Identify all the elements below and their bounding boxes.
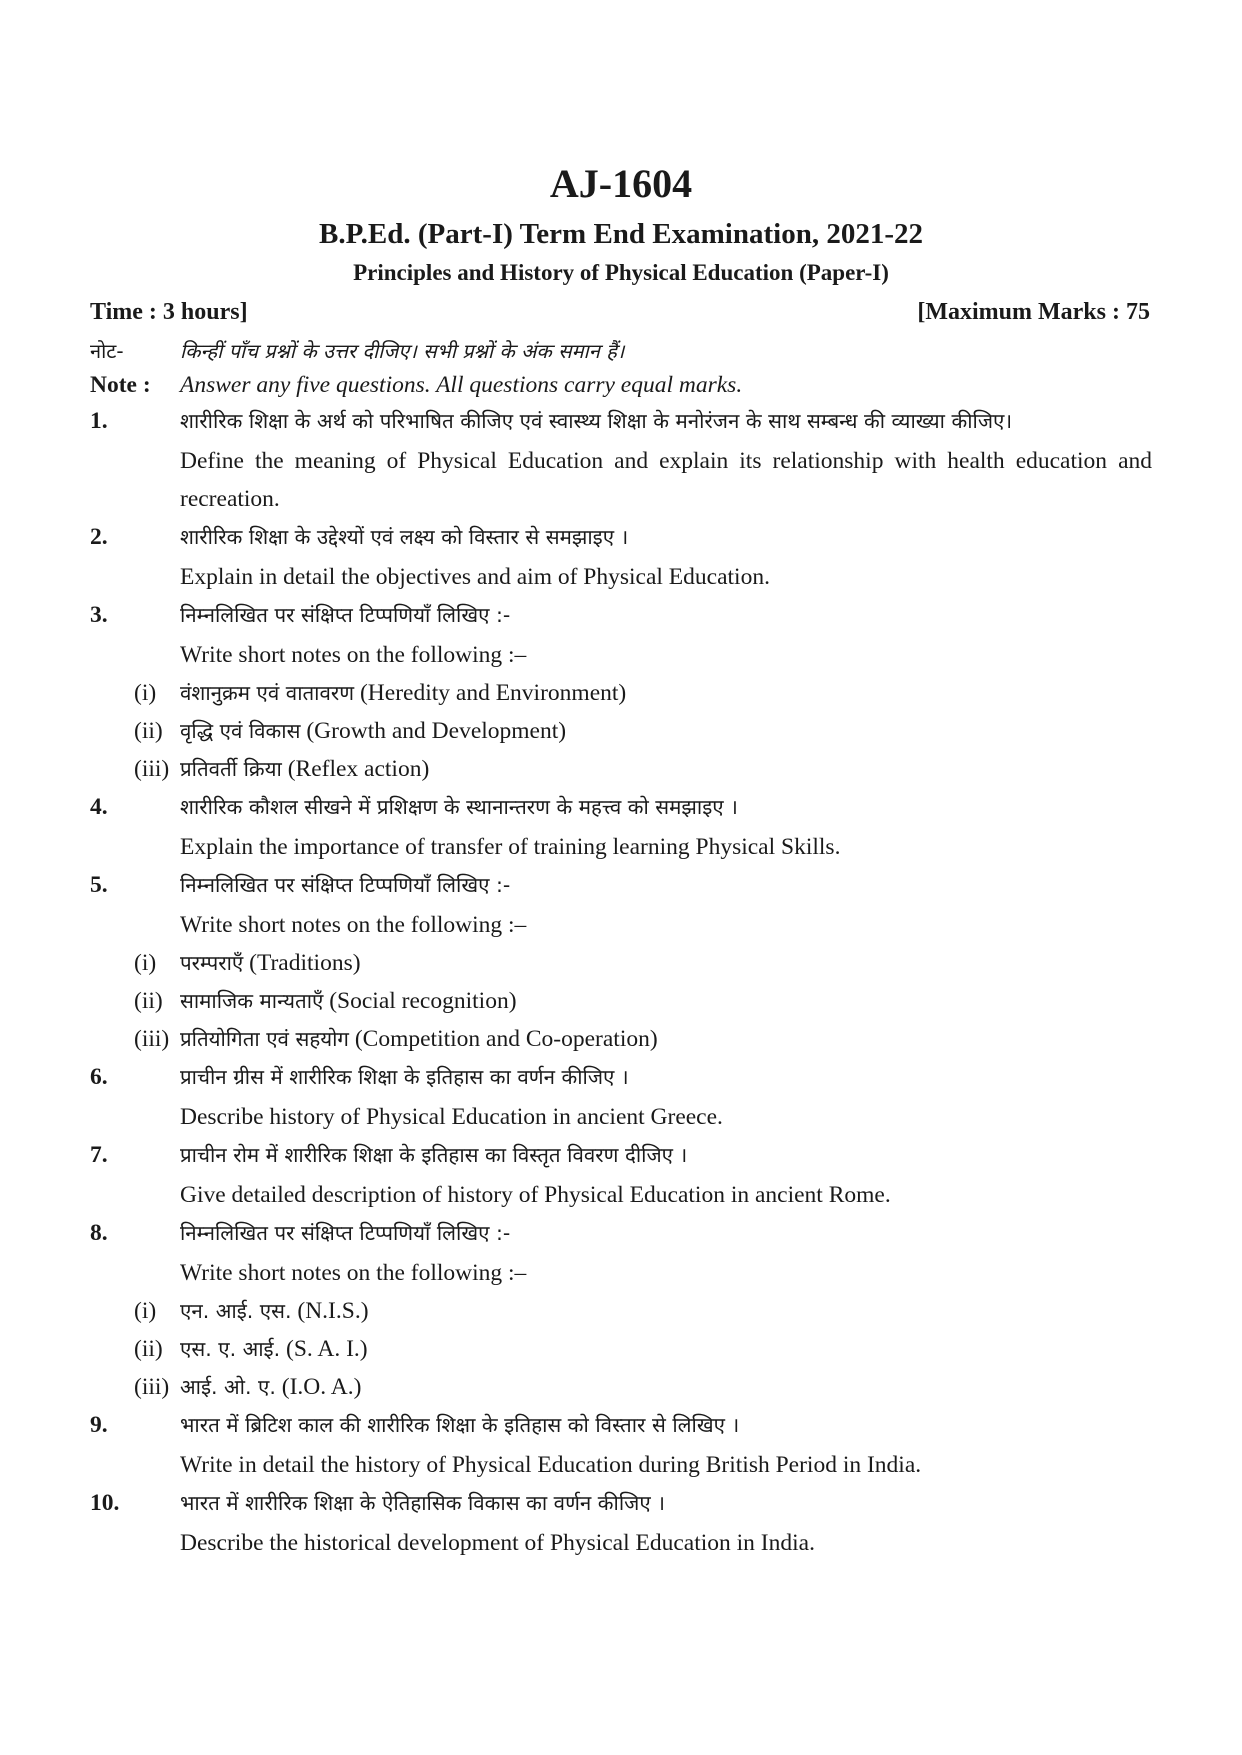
note-hindi-label: नोट- xyxy=(90,339,124,363)
sub-question xyxy=(134,674,1152,712)
sub-question-text xyxy=(180,982,517,1020)
paper-title: Principles and History of Physical Education (Paper-I) xyxy=(353,260,889,285)
paper-code: AJ-1604 xyxy=(549,161,693,206)
question-english: Write short notes on the following :– xyxy=(180,912,527,938)
sub-question xyxy=(134,1292,1152,1330)
sub-question-english: (I.O. A.) xyxy=(281,1374,362,1400)
question-item xyxy=(90,1484,1152,1562)
question-hindi: निम्नलिखित पर संक्षिप्त टिप्पणियाँ लिखिए :- xyxy=(180,873,511,897)
time-label: Time : 3 hours] xyxy=(90,299,248,325)
question-text xyxy=(180,1058,1152,1136)
question-item xyxy=(90,866,1152,944)
sub-question-text xyxy=(180,674,626,712)
sub-question-numeral: (iii) xyxy=(134,1374,170,1400)
sub-question-english: (Growth and Development) xyxy=(306,718,567,744)
question-text xyxy=(180,1136,1152,1214)
sub-question-hindi: आई. ओ. ए. xyxy=(180,1375,276,1399)
question-hindi: भारत में शारीरिक शिक्षा के ऐतिहासिक विकास का वर्णन कीजिए । xyxy=(180,1491,665,1515)
sub-question-text xyxy=(180,944,361,982)
question-number: 6. xyxy=(90,1064,108,1090)
question-number: 2. xyxy=(90,524,108,550)
question-number: 7. xyxy=(90,1142,108,1168)
sub-question-numeral: (i) xyxy=(134,1298,157,1324)
question-english: Describe the historical development of Physical Education in India. xyxy=(180,1530,815,1556)
question-english: Explain the importance of transfer of training learning Physical Skills. xyxy=(180,834,841,860)
question-text xyxy=(180,518,1152,596)
sub-question-text xyxy=(180,1292,369,1330)
question-body xyxy=(90,334,1152,1562)
sub-question-numeral: (iii) xyxy=(134,1026,170,1052)
question-hindi: प्राचीन रोम में शारीरिक शिक्षा के इतिहास का विस्तृत विवरण दीजिए । xyxy=(180,1143,688,1167)
question-hindi: शारीरिक कौशल सीखने में प्रशिक्षण के स्थानान्तरण के महत्त्व को समझाइए । xyxy=(180,795,738,819)
question-english: Write in detail the history of Physical Education during British Period in India. xyxy=(180,1452,922,1478)
sub-question-numeral: (ii) xyxy=(134,988,163,1014)
question-hindi: प्राचीन ग्रीस में शारीरिक शिक्षा के इतिहास का वर्णन कीजिए । xyxy=(180,1065,629,1089)
note-hindi xyxy=(90,334,1152,368)
question-item xyxy=(90,788,1152,866)
sub-question-english: (N.I.S.) xyxy=(297,1298,369,1324)
sub-question-text xyxy=(180,750,429,788)
sub-question-english: (Heredity and Environment) xyxy=(359,680,627,706)
question-item xyxy=(90,1214,1152,1292)
question-english: Describe history of Physical Education in ancient Greece. xyxy=(180,1104,723,1130)
sub-question-english: (Reflex action) xyxy=(287,756,430,782)
question-number: 1. xyxy=(90,408,108,434)
question-text xyxy=(180,866,1152,944)
question-text xyxy=(180,402,1152,518)
sub-question-hindi: वंशानुक्रम एवं वातावरण xyxy=(180,681,355,705)
sub-question-hindi: एस. ए. आई. xyxy=(180,1337,281,1361)
question-text xyxy=(180,1406,1152,1484)
sub-question-numeral: (iii) xyxy=(134,756,170,782)
sub-question xyxy=(134,750,1152,788)
question-item xyxy=(90,1406,1152,1484)
sub-question xyxy=(134,944,1152,982)
sub-question xyxy=(134,982,1152,1020)
sub-question-text xyxy=(180,1020,658,1058)
sub-question xyxy=(134,712,1152,750)
question-text xyxy=(180,788,1152,866)
max-marks-label: [Maximum Marks : 75 xyxy=(917,299,1150,325)
sub-question-text xyxy=(180,1368,361,1406)
question-hindi: भारत में ब्रिटिश काल की शारीरिक शिक्षा के इतिहास को विस्तार से लिखिए । xyxy=(180,1413,740,1437)
question-english: Define the meaning of Physical Education and explain its relationship with health education and recreation. xyxy=(180,448,1152,512)
question-number: 10. xyxy=(90,1490,120,1516)
sub-question-numeral: (ii) xyxy=(134,1336,163,1362)
question-item xyxy=(90,1136,1152,1214)
exam-meta xyxy=(90,296,1150,328)
sub-question-text xyxy=(180,1330,368,1368)
sub-question-hindi: सामाजिक मान्यताएँ xyxy=(180,989,324,1013)
sub-question xyxy=(134,1020,1152,1058)
sub-question-hindi: वृद्धि एवं विकास xyxy=(180,719,301,743)
question-text xyxy=(180,596,1152,674)
sub-question-hindi: एन. आई. एस. xyxy=(180,1299,292,1323)
question-text xyxy=(180,1214,1152,1292)
question-english: Write short notes on the following :– xyxy=(180,642,527,668)
sub-question-hindi: प्रतिवर्ती क्रिया xyxy=(180,757,282,781)
note-english-text: Answer any five questions. All questions carry equal marks. xyxy=(180,372,743,398)
sub-question xyxy=(134,1368,1152,1406)
sub-question-hindi: परम्पराएँ xyxy=(180,951,244,975)
sub-question-english: (Traditions) xyxy=(249,950,361,976)
question-hindi: निम्नलिखित पर संक्षिप्त टिप्पणियाँ लिखिए :- xyxy=(180,1221,511,1245)
sub-question-english: (Competition and Co-operation) xyxy=(354,1026,658,1052)
question-item xyxy=(90,402,1152,518)
question-text xyxy=(180,1484,1152,1562)
note-english xyxy=(90,368,1152,402)
sub-question-hindi: प्रतियोगिता एवं सहयोग xyxy=(180,1027,349,1051)
sub-question-numeral: (i) xyxy=(134,950,157,976)
question-hindi: निम्नलिखित पर संक्षिप्त टिप्पणियाँ लिखिए :- xyxy=(180,603,511,627)
question-hindi: शारीरिक शिक्षा के अर्थ को परिभाषित कीजिए एवं स्वास्थ्य शिक्षा के मनोरंजन के साथ सम्बन्ध की व्याख्या कीजिए। xyxy=(180,409,1013,433)
question-number: 9. xyxy=(90,1412,108,1438)
note-hindi-text: किन्हीं पाँच प्रश्नों के उत्तर दीजिए। सभी प्रश्नों के अंक समान हैं। xyxy=(180,339,625,363)
sub-question xyxy=(134,1330,1152,1368)
question-english: Write short notes on the following :– xyxy=(180,1260,527,1286)
sub-question-text xyxy=(180,712,566,750)
question-number: 8. xyxy=(90,1220,108,1246)
question-number: 4. xyxy=(90,794,108,820)
question-item xyxy=(90,596,1152,674)
sub-question-numeral: (ii) xyxy=(134,718,163,744)
sub-question-numeral: (i) xyxy=(134,680,157,706)
question-list xyxy=(90,402,1152,1562)
question-english: Explain in detail the objectives and aim of Physical Education. xyxy=(180,564,770,590)
question-hindi: शारीरिक शिक्षा के उद्देश्यों एवं लक्ष्य को विस्तार से समझाइए । xyxy=(180,525,629,549)
question-item xyxy=(90,1058,1152,1136)
note-english-label: Note : xyxy=(90,372,151,398)
question-number: 3. xyxy=(90,602,108,628)
sub-question-english: (Social recognition) xyxy=(329,988,517,1014)
question-english: Give detailed description of history of Physical Education in ancient Rome. xyxy=(180,1182,891,1208)
question-number: 5. xyxy=(90,872,108,898)
sub-question-english: (S. A. I.) xyxy=(286,1336,368,1362)
exam-title: B.P.Ed. (Part-I) Term End Examination, 2021-22 xyxy=(319,218,923,250)
question-item xyxy=(90,518,1152,596)
